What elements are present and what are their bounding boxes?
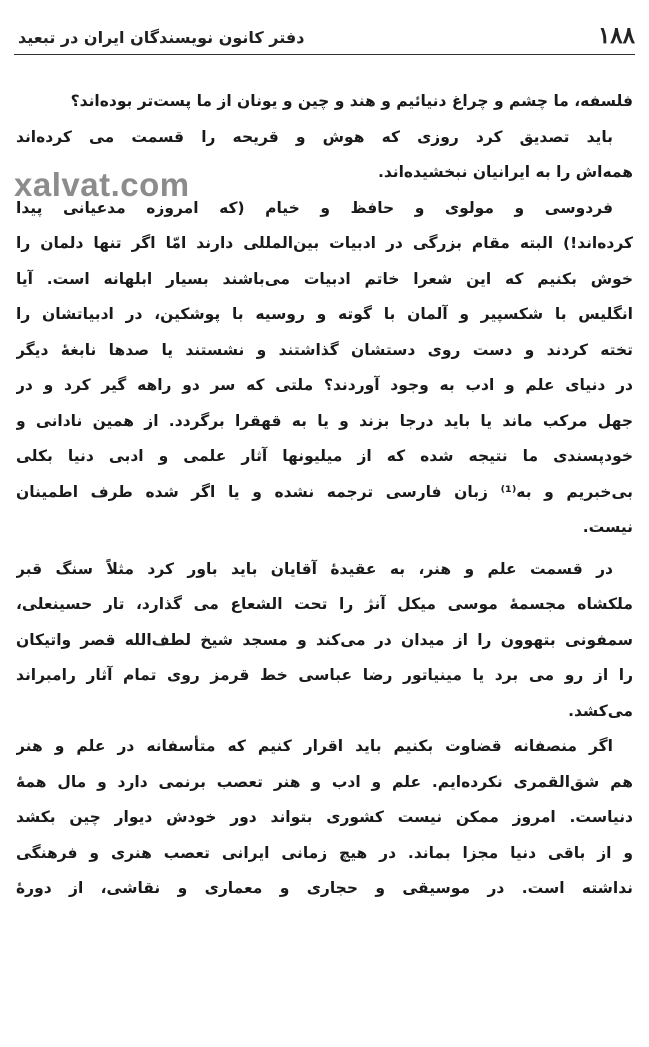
- text-line: نیست.: [582, 518, 633, 536]
- text-line: انگلیس با شکسپیر و آلمان با گوته و روسیه با پوشکین، در ادبیاتشان را: [16, 305, 633, 323]
- body-text: [16, 84, 633, 907]
- text-line: در قسمت علم و هنر، به عقیدهٔ آقایان باید باور کرد مثلاً سنگ قبر: [16, 559, 613, 578]
- text-line: کرده‌اند!) البته مقام بزرگی در ادبیات بین‌المللی دارند امّا اگر تنها دلمان را: [16, 234, 633, 252]
- text-line: اگر منصفانه قضاوت بکنیم باید اقرار کنیم که متأسفانه در علم و هنر: [16, 737, 613, 755]
- text-line: در دنیای علم و ادب به وجود آوردند؟ ملتی که سر دو راهه گیر کرد و در: [16, 376, 633, 394]
- text-line: هم شق‌القمری نکرده‌ایم. علم و ادب و هنر تعصب برنمی دارد و مال همهٔ: [16, 772, 633, 791]
- text-line: خودپسندی ما نتیجه شده که از میلیونها آثار علمی و ادبی دنیا بکلی: [16, 447, 633, 465]
- text-line: دنیاست. امروز ممکن نیست کشوری بتواند دور خودش دیوار چین بکشد: [16, 808, 633, 826]
- text-line: فلسفه، ما چشم و چراغ دنیائیم و هند و چین و یونان از ما پست‌تر بوده‌اند؟: [70, 92, 633, 110]
- text-line: فردوسی و مولوی و حافظ و خیام (که امروزه مدعیانی پیدا: [16, 198, 613, 217]
- text-line: می‌کشد.: [568, 701, 633, 720]
- text-line: و از باقی دنیا مجزا بماند. در هیچ زمانی ایرانی تعصب هنری و فرهنگی: [16, 843, 633, 862]
- text-line: نداشته است. در موسیقی و حجاری و معماری و نقاشی، از دورهٔ: [16, 879, 633, 897]
- watermark-text: xalvat.com: [14, 166, 190, 203]
- running-title: دفتر کانون نویسندگان ایران در تبعید: [18, 28, 305, 47]
- page-header: [14, 10, 635, 55]
- text-line: خوش بکنیم که این شعرا خاتم ادبیات می‌باشند بسیار ابلهانه است. آیا: [16, 269, 633, 288]
- text-line: سمفونی بتهوون را از میدان در می‌کند و مسجد شیخ لطف‌الله قصر واتیکان: [16, 630, 633, 649]
- text-line: همه‌اش را به ایرانیان نبخشیده‌اند.: [377, 163, 633, 181]
- text-line: بی‌خبریم و به⁽¹⁾ زبان فارسی ترجمه نشده و یا اگر شده طرف اطمینان: [16, 482, 633, 501]
- text-line: تخته کردند و دست روی دستشان گذاشتند و نشستند یا صدها نابغهٔ دیگر: [16, 340, 633, 359]
- text-line: باید تصدیق کرد روزی که هوش و قریحه را قسمت می کرده‌اند: [16, 127, 613, 146]
- text-line: ملکشاه مجسمهٔ موسی میکل آنژ را تحت الشعاع می گذارد، تار حسینعلی،: [16, 595, 633, 613]
- page-number: ۱۸۸: [597, 22, 635, 49]
- text-line: را از رو می برد یا مینیاتور رضا عباسی خط قرمز روی تمام آثار رامبراند: [16, 666, 633, 684]
- text-line: جهل مرکب ماند یا باید درجا بزند و یا به قهقرا برگردد. از همین نادانی و: [16, 411, 633, 430]
